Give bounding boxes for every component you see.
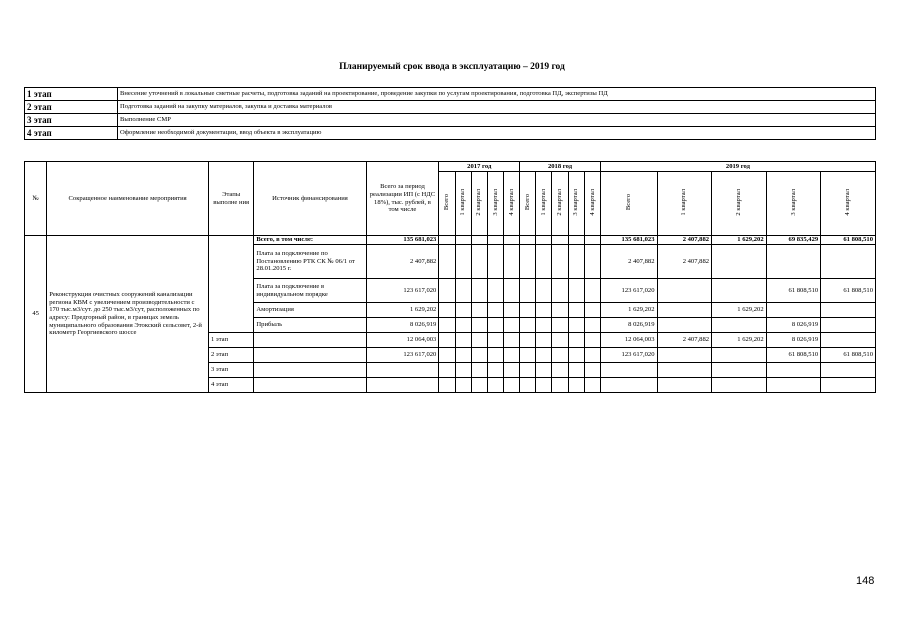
y2019-q4-cell: 61 808,510 xyxy=(821,236,876,245)
y2019-q4-cell xyxy=(821,378,876,393)
header-2019-q2: 2 квартал xyxy=(735,188,743,216)
source-cell: Плата за подключение в индивидуальном порядке xyxy=(254,279,366,303)
header-2018-q3: 3 квартал xyxy=(572,188,580,216)
y2019-q3-cell xyxy=(766,245,821,279)
header-2019-q1: 1 квартал xyxy=(680,188,688,216)
y2019-q1-cell xyxy=(657,303,712,318)
stage-text: Выполнение СМР xyxy=(118,114,876,127)
source-cell xyxy=(254,363,366,378)
y2019-all-cell xyxy=(600,363,657,378)
header-2017-q4: 4 квартал xyxy=(507,188,515,216)
y2019-q3-cell: 8 026,919 xyxy=(766,333,821,348)
stage-label: 1 этап xyxy=(25,88,118,101)
y2019-q3-cell: 69 835,429 xyxy=(766,236,821,245)
stage-label: 3 этап xyxy=(25,114,118,127)
y2019-all-cell: 135 681,023 xyxy=(600,236,657,245)
header-2017-q3: 3 квартал xyxy=(491,188,499,216)
source-cell xyxy=(254,348,366,363)
header-2018-all: Всего xyxy=(523,194,531,211)
y2019-q3-cell: 61 808,510 xyxy=(766,279,821,303)
y2019-q1-cell xyxy=(657,348,712,363)
y2019-q1-cell xyxy=(657,363,712,378)
header-2019-q3: 3 квартал xyxy=(789,188,797,216)
y2019-q4-cell xyxy=(821,245,876,279)
y2019-q4-cell xyxy=(821,303,876,318)
y2019-q3-cell xyxy=(766,363,821,378)
y2019-all-cell: 2 407,882 xyxy=(600,245,657,279)
y2019-all-cell: 12 064,003 xyxy=(600,333,657,348)
y2019-q1-cell xyxy=(657,378,712,393)
total-cell: 1 629,202 xyxy=(366,303,439,318)
y2019-q4-cell xyxy=(821,363,876,378)
header-2018-q2: 2 квартал xyxy=(556,188,564,216)
stage-cell: 2 этап xyxy=(208,348,253,363)
source-cell xyxy=(254,378,366,393)
header-2019-all: Всего xyxy=(624,194,632,211)
stage-cell xyxy=(208,236,253,333)
header-source: Источник финансирования xyxy=(254,162,366,236)
y2019-q4-cell: 61 808,510 xyxy=(821,348,876,363)
header-stages: Этапы выполне ния xyxy=(208,162,253,236)
y2019-all-cell: 123 617,020 xyxy=(600,348,657,363)
y2019-q2-cell xyxy=(712,378,767,393)
total-cell: 135 681,023 xyxy=(366,236,439,245)
stage-text: Оформление необходимой документации, ввод объекта в эксплуатацию xyxy=(118,127,876,140)
page-number: 148 xyxy=(856,575,875,587)
total-cell xyxy=(366,378,439,393)
y2019-all-cell: 1 629,202 xyxy=(600,303,657,318)
table-row xyxy=(25,236,876,245)
total-cell: 12 064,003 xyxy=(366,333,439,348)
header-year-2018: 2018 год xyxy=(520,162,601,172)
header-year-2017: 2017 год xyxy=(439,162,520,172)
y2019-all-cell xyxy=(600,378,657,393)
y2019-q2-cell xyxy=(712,279,767,303)
stage-text: Внесение уточнений в локальные сметные расчеты, подготовка заданий на проектирование, проведение закупки по услугам проектирования, подготовка ПД, экспертизы ПД xyxy=(118,88,876,101)
header-year-2019: 2019 год xyxy=(600,162,875,172)
y2019-q2-cell: 1 629,202 xyxy=(712,303,767,318)
y2019-q2-cell: 1 629,202 xyxy=(712,236,767,245)
source-cell: Прибыль xyxy=(254,318,366,333)
y2019-q2-cell xyxy=(712,348,767,363)
y2019-q3-cell xyxy=(766,378,821,393)
stages-table xyxy=(24,87,876,140)
stage-row xyxy=(25,127,876,140)
stage-label: 2 этап xyxy=(25,101,118,114)
y2019-q2-cell: 1 629,202 xyxy=(712,333,767,348)
total-cell: 123 617,020 xyxy=(366,279,439,303)
y2019-q1-cell: 2 407,882 xyxy=(657,236,712,245)
header-2017-q1: 1 квартал xyxy=(459,188,467,216)
source-cell: Амортизация xyxy=(254,303,366,318)
y2019-q3-cell: 61 808,510 xyxy=(766,348,821,363)
source-cell: Всего, в том числе: xyxy=(254,236,366,245)
stage-row xyxy=(25,88,876,101)
stage-cell: 4 этап xyxy=(208,378,253,393)
stage-text: Подготовка заданий на закупку материалов, закупка и доставка материалов xyxy=(118,101,876,114)
y2019-q2-cell xyxy=(712,245,767,279)
total-cell xyxy=(366,363,439,378)
header-2017-q2: 2 квартал xyxy=(475,188,483,216)
header-no: № xyxy=(25,162,47,236)
y2019-q1-cell: 2 407,882 xyxy=(657,333,712,348)
stage-row xyxy=(25,114,876,127)
y2019-q4-cell xyxy=(821,333,876,348)
header-2017-all: Всего xyxy=(443,194,451,211)
y2019-all-cell: 123 617,020 xyxy=(600,279,657,303)
y2019-q3-cell: 8 026,919 xyxy=(766,318,821,333)
total-cell: 123 617,020 xyxy=(366,348,439,363)
stage-cell: 1 этап xyxy=(208,333,253,348)
header-2018-q4: 4 квартал xyxy=(588,188,596,216)
project-name: Реконструкция очистных сооружений канализации региона КВМ с увеличением производительности с 170 тыс.м3/сут. до 250 тыс.м3/сут, расположенных по адресу: Предгорный район, в границах земель муниципального образования Этокский сельсовет, 2-й километр Георгиевского шоссе xyxy=(47,236,209,393)
y2019-q2-cell xyxy=(712,363,767,378)
header-name: Сокращенное наименование мероприятия xyxy=(47,162,209,236)
source-cell: Плата за подключение по Постановлению РТК СК № 06/1 от 28.01.2015 г. xyxy=(254,245,366,279)
y2019-q4-cell xyxy=(821,318,876,333)
y2019-q1-cell: 2 407,882 xyxy=(657,245,712,279)
investment-table xyxy=(24,161,876,393)
y2019-q1-cell xyxy=(657,279,712,303)
y2019-q2-cell xyxy=(712,318,767,333)
header-2019-q4: 4 квартал xyxy=(844,188,852,216)
header-total: Всего за период реализации ИП (с НДС 18%), тыс. рублей, в том числе xyxy=(366,162,439,236)
header-2018-q1: 1 квартал xyxy=(540,188,548,216)
stage-label: 4 этап xyxy=(25,127,118,140)
y2019-q4-cell: 61 808,510 xyxy=(821,279,876,303)
stage-row xyxy=(25,101,876,114)
stage-cell: 3 этап xyxy=(208,363,253,378)
project-number: 45 xyxy=(25,236,47,393)
total-cell: 2 407,882 xyxy=(366,245,439,279)
source-cell xyxy=(254,333,366,348)
y2019-q1-cell xyxy=(657,318,712,333)
y2019-q3-cell xyxy=(766,303,821,318)
total-cell: 8 026,919 xyxy=(366,318,439,333)
page-title: Планируемый срок ввода в эксплуатацию – 2019 год xyxy=(339,62,565,72)
y2019-all-cell: 8 026,919 xyxy=(600,318,657,333)
